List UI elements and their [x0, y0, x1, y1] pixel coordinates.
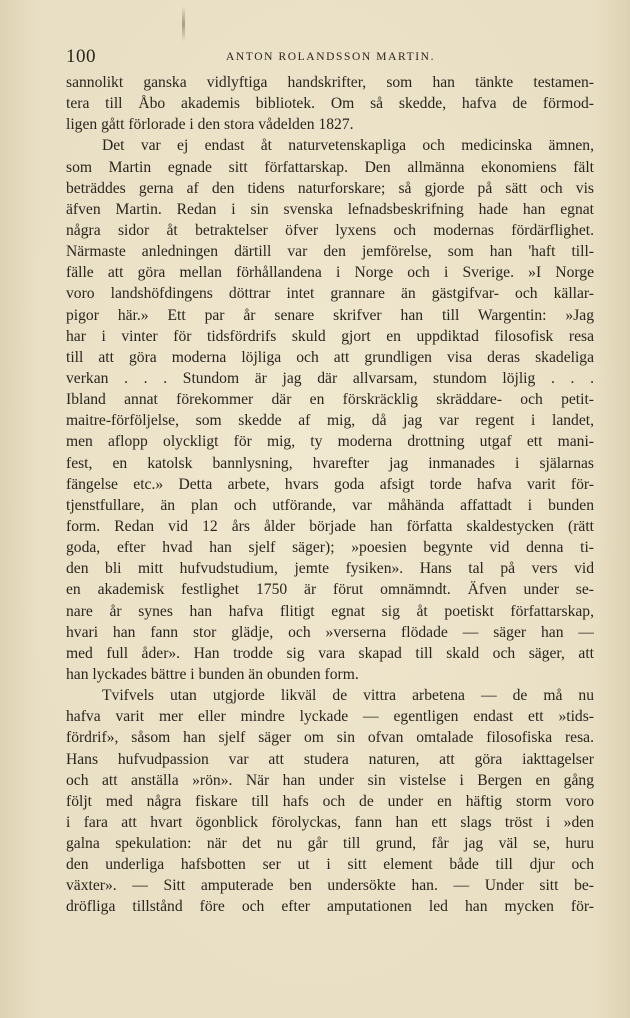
- text-line: form. Redan vid 12 års ålder började han författa skaldestycken (rätt: [66, 517, 594, 535]
- text-line: ligen gått förlorade i den stora vådelden 1827.: [66, 116, 354, 134]
- text-line: Hans hufvudpassion var att studera naturen, att göra iakttagelser: [66, 750, 594, 768]
- text-line: Ibland annat förekommer där en förskräcklig skräddare- och petit-: [66, 391, 594, 409]
- text-line: med full åder». Han trodde sig vara skapad till skald och säger, att: [66, 644, 594, 662]
- text-line: Det var ej endast åt naturvetenskapliga och medicinska ämnen,: [102, 137, 594, 155]
- text-line: fängelse etc.» Detta arbete, hvars goda afsigt torde hafva varit för-: [66, 475, 594, 493]
- text-line: växter». — Sitt amputerade ben undersökte han. — Under sitt be-: [66, 877, 594, 895]
- page-smudge: [182, 6, 185, 42]
- text-line: galna spekulation: när det nu går till grund, får jag väl se, huru: [66, 835, 594, 853]
- text-line: en akademisk festlighet 1750 är förut omnämndt. Äfven under se-: [66, 581, 594, 599]
- text-line: som Martin egnade sitt författarskap. Den allmänna ekonomiens fält: [66, 158, 594, 176]
- text-line: några sidor åt betraktelser öfver lyxens och modernas fördärflighet.: [66, 221, 594, 239]
- body-text: [66, 72, 594, 918]
- page-number: 100: [66, 46, 96, 67]
- text-line: han lyckades bättre i bunden än obunden form.: [66, 665, 359, 683]
- text-line: till att göra moderna löjliga och att grundligen visa deras skadeliga: [66, 348, 594, 366]
- text-line: Tvifvels utan utgjorde likväl de vittra arbetena — de må nu: [102, 687, 594, 705]
- text-line: äfven Martin. Redan i sin svenska lefnadsbeskrifning hade han egnat: [66, 200, 594, 218]
- text-line: Närmaste anledningen därtill var den jemförelse, som han 'haft till-: [66, 243, 594, 261]
- text-line: fälle att göra mellan förhållandena i Norge och i Sverige. »I Norge: [66, 264, 594, 282]
- page-header: [66, 46, 594, 68]
- text-line: fest, en katolsk bannlysning, hvarefter jag inmanades i själarnas: [66, 454, 594, 472]
- text-line: pigor här.» Ett par år senare skrifver han till Wargentin: »Jag: [66, 306, 594, 324]
- text-line: voro landshöfdingens döttrar intet grannare än gästgifvar- och källar-: [66, 285, 594, 303]
- text-line: fördrif», såsom han sjelf säger om sin ofvan omtalade filosofiska resa.: [66, 729, 594, 747]
- text-line: goda, efter hvad han sjelf säger); »poesien begynte vid denna ti-: [66, 539, 594, 557]
- text-line: verkan . . . Stundom är jag där allvarsam, stundom löjlig . . .: [66, 369, 594, 387]
- text-line: den bli mitt hufvudstudium, jemte fysiken». Hans tal på vers vid: [66, 560, 594, 578]
- text-line: maitre-förföljelse, som skedde af mig, då jag var regent i landet,: [66, 412, 594, 430]
- text-line: men aflopp olyckligt för mig, ty moderna drottning utgaf ett mani-: [66, 433, 594, 451]
- text-line: har i vinter för tidsfördrifs skuld gjort en uppdiktad filosofisk resa: [66, 327, 594, 345]
- text-line: sannolikt ganska vidlyftiga handskrifter, som han tänkte testamen-: [66, 74, 594, 91]
- text-line: tjenstfullare, än plan och utförande, var måhända affattadt i bunden: [66, 496, 594, 514]
- text-line: beträddes gerna af den tidens naturforskare; så gjorde på sätt och vis: [66, 179, 594, 197]
- text-line: hafva varit mer eller mindre lyckade — egentligen endast ett »tids-: [66, 708, 594, 726]
- text-line: tera till Åbo akademis bibliotek. Om så skedde, hafva de förmod-: [66, 95, 594, 113]
- text-line: i fara att hvart ögonblick förolyckas, fann han ett slags tröst i »den: [66, 813, 594, 831]
- text-line: följt med några fiskare till hafs och de under en häftig storm voro: [66, 792, 594, 810]
- text-line: och att anställa »rön». När han under sin vistelse i Bergen en gång: [66, 771, 594, 789]
- text-line: hvari han fann stor glädje, och »verserna flödade — säger han —: [66, 623, 594, 641]
- running-head: ANTON ROLANDSSON MARTIN.: [226, 51, 436, 63]
- text-line: dröfliga tillstånd före och efter amputationen led han mycken för-: [66, 898, 594, 916]
- text-line: den underliga hafsbotten ser ut i sitt element både till djur och: [66, 856, 594, 874]
- text-line: nare år synes han hafva flitigt egnat sig åt poetiskt författarskap,: [66, 602, 594, 620]
